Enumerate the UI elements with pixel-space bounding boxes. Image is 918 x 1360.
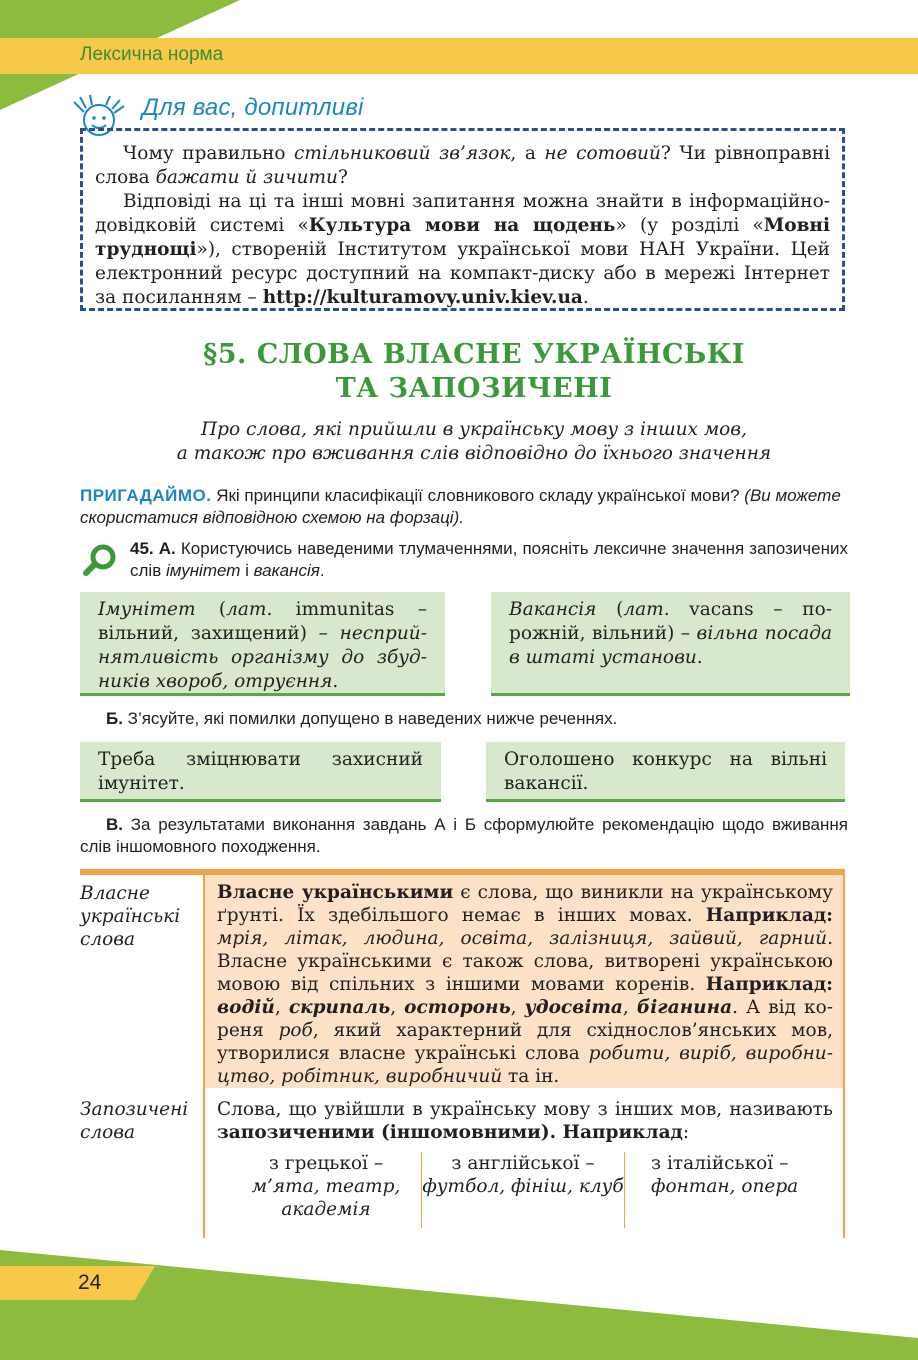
example-italian: [627, 1152, 817, 1228]
example-words: футбол, фініш, клуб: [422, 1176, 624, 1197]
text-run: .: [696, 647, 703, 668]
text-run: . А від кореня: [217, 997, 833, 1041]
text-run: Власне українськими: [217, 882, 454, 903]
remember-prompt: [80, 485, 850, 529]
text-run: несприйнятливість організму до збудників хвороб, отруєння: [98, 623, 427, 692]
text-run: .: [582, 287, 589, 308]
text-run: ,: [622, 997, 637, 1018]
text-run: є слова, що виникли на українському ґрунті. Їх здебільшого немає в інших мовах.: [217, 882, 833, 926]
text-run: Наприклад:: [705, 974, 833, 995]
text-run: Культура мови на щодень: [308, 215, 616, 236]
text-run: . vacans – порожній, вільний) –: [509, 599, 832, 644]
section-title: [0, 338, 918, 406]
text-run: водій: [217, 997, 275, 1018]
text-run: удосвіта: [524, 997, 623, 1018]
curious-title: Для вас, допитливі: [142, 94, 364, 121]
text-run: Слова, що увійшли в українську мову з інших мов, називають: [217, 1099, 833, 1120]
header-title: Лексична норма: [80, 44, 224, 65]
text-run: , який характерний для східнослов’янських мов, утворилися власне українські слова: [217, 1020, 833, 1064]
section-title-line-1: §5. СЛОВА ВЛАСНЕ УКРАЇНСЬКІ: [203, 339, 745, 370]
section-subtitle-line-1: Про слова, які прийшли в українську мову з інших мов,: [201, 419, 747, 440]
text-run: вільна посада в штаті установи: [509, 623, 832, 668]
section-title-line-2: ТА ЗАПОЗИЧЕНІ: [335, 373, 613, 404]
page-number: 24: [78, 1271, 102, 1294]
text-run: ? Чи рівноправні слова: [95, 143, 830, 188]
section-subtitle: [0, 418, 918, 466]
text-run: не сотовий: [544, 143, 661, 164]
text-run: (: [195, 599, 227, 620]
text-run: Вакансія: [509, 599, 597, 620]
text-run: .: [319, 561, 325, 580]
text-run: Наприклад:: [705, 905, 833, 926]
text-run: В.: [106, 815, 123, 834]
curious-text: [95, 142, 830, 310]
example-words: м’ята, театр, академія: [251, 1176, 401, 1220]
text-run: осторонь: [404, 997, 511, 1018]
definition-vacancy: [491, 592, 850, 696]
text-run: ,: [510, 997, 525, 1018]
text-run: лат: [623, 599, 664, 620]
text-run: Користуючись наведеними тлумаченнями, поясніть лексичне значення запозичених слів: [130, 539, 848, 580]
example-lang: з англійської –: [451, 1153, 595, 1174]
text-run: вакансія: [253, 561, 320, 580]
definition-immunity: [80, 592, 445, 696]
text-run: .: [332, 671, 339, 692]
sentence-box-1: Треба зміцнювати захисний імунітет.: [80, 742, 441, 802]
example-greek: [233, 1152, 419, 1228]
example-lang: з грецької –: [268, 1153, 384, 1174]
text-run: 45. А.: [130, 539, 176, 558]
text-run: робити, виріб, виробництво, робітник, виробничий: [217, 1043, 833, 1087]
text-run: та ін.: [502, 1066, 560, 1087]
text-run: За результатами виконання завдань А і Б сформулюйте рекомендацію щодо вживання слів іншомовного походження.: [80, 815, 848, 856]
text-run: ,: [274, 997, 289, 1018]
sentence-box-2: Оголошено конкурс на вільні вакансії.: [486, 742, 845, 802]
text-run: і: [240, 561, 254, 580]
table-row-label-borrowed: Запозичені слова: [80, 1099, 189, 1143]
text-run: роб: [278, 1020, 313, 1041]
text-run: Б.: [106, 709, 123, 728]
text-run: Відповіді на ці та інші мовні запитання можна знайти в інформаційно-довідковій системі «: [95, 191, 830, 236]
curious-paragraph-1: [95, 142, 830, 190]
text-run: , а: [510, 143, 545, 164]
text-run: Мовні труднощі: [95, 215, 830, 260]
text-run: біганина: [636, 997, 733, 1018]
task-45-b: [106, 708, 617, 730]
table-row-label-native: Власне українські слова: [80, 883, 181, 950]
text-run: скрипаль: [288, 997, 391, 1018]
borrowed-examples: [205, 1152, 843, 1228]
task-45-a: [130, 538, 848, 582]
text-run: імунітет: [165, 561, 241, 580]
task-45-c: [80, 814, 848, 858]
text-run: лат: [226, 599, 267, 620]
text-run: http://kulturamovy.univ.kiev.ua: [262, 287, 583, 308]
text-run: мрія, літак, людина, освіта, залізниця, зайвий, гарний: [217, 928, 828, 949]
magnifier-icon: [82, 543, 118, 577]
example-english: [421, 1152, 625, 1228]
text-run: З’ясуйте, які помилки допущено в наведених нижче реченнях.: [122, 709, 618, 728]
text-run: Імунітет: [98, 599, 196, 620]
text-run: . Власне українськими є також слова, витворені українською мовою від спільних з іншими мовами коренів.: [217, 928, 833, 995]
text-run: запозиченими (іншомовними). Наприклад: [217, 1122, 683, 1143]
text-run: Чому правильно: [123, 143, 295, 164]
text-run: Які принципи класифікації словникового складу української мови?: [211, 486, 745, 505]
text-run: бажати й зичити: [155, 167, 338, 188]
text-run: . immunitas – вільний, захищений) –: [98, 599, 427, 644]
text-run: ,: [390, 997, 405, 1018]
text-run: (: [596, 599, 624, 620]
text-run: » (у розділі «: [615, 215, 764, 236]
text-run: ?: [337, 167, 348, 188]
text-run: (Ви можете скористатися відповідною схемою на форзаці).: [80, 486, 841, 527]
curious-paragraph-2: [95, 190, 830, 310]
text-run: :: [682, 1122, 690, 1143]
text-run: »), створеній Інститутом української мови НАН України. Цей електронний ресурс доступний на компакт-диску або в мережі Інтернет за посиланням –: [95, 239, 830, 308]
text-run: ПРИГАДАЙМО.: [80, 486, 212, 505]
table-cell-native: [203, 875, 845, 1088]
text-run: стільниковий зв’язок: [294, 143, 511, 164]
example-words: фонтан, опера: [651, 1176, 799, 1197]
section-subtitle-line-2: а також про вживання слів відповідно до їхнього значення: [176, 443, 772, 464]
example-lang: з італійської –: [651, 1153, 789, 1174]
